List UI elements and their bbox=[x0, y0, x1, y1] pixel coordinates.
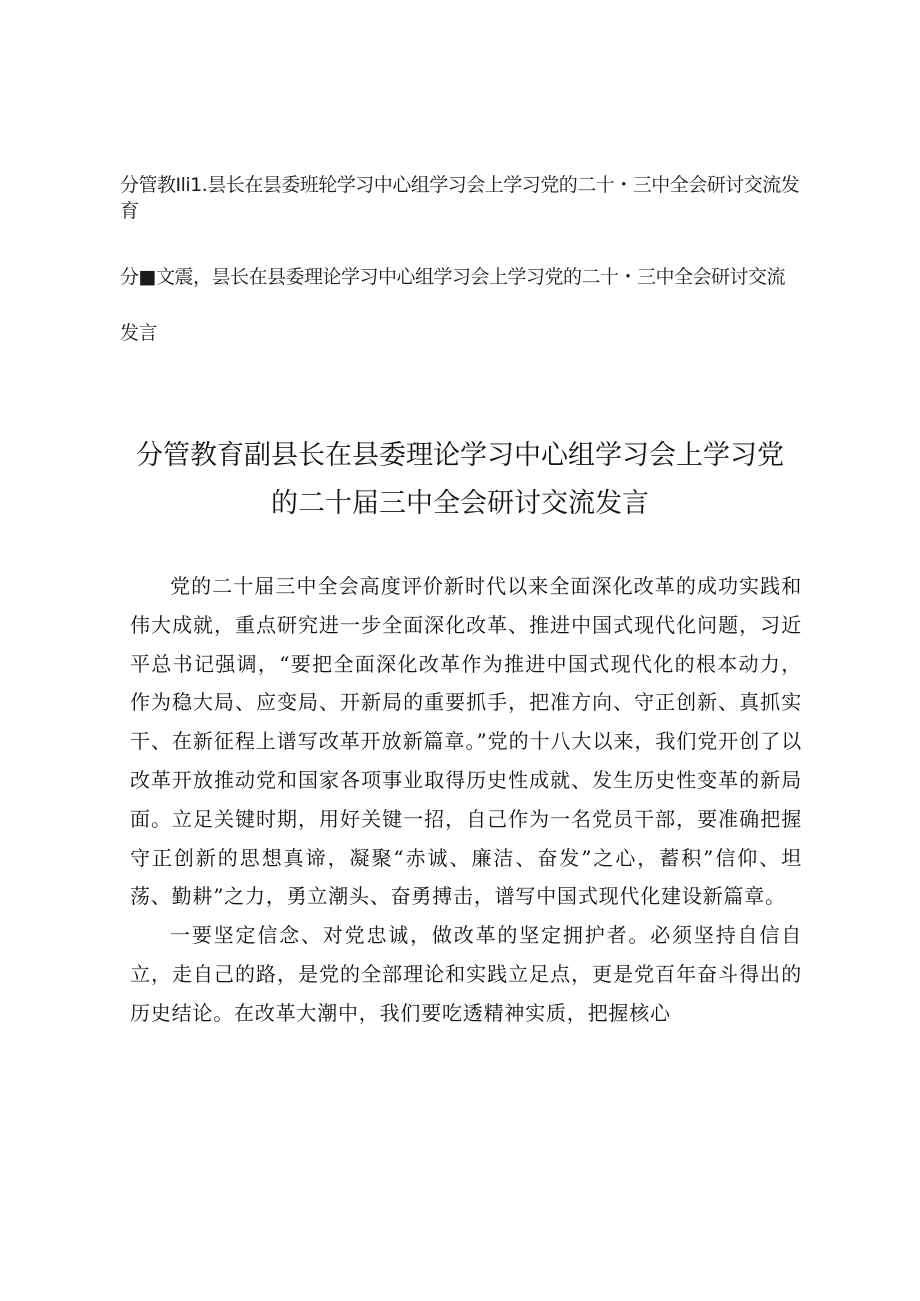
body-paragraph: 一要坚定信念、对党忠诚，做改革的坚定拥护者。必须坚持自信自立，走自己的路，是党的全部理论和实践立足点，更是党百年奋斗得出的历史结论。在改革大潮中，我们要吃透精神实质，把握核心 bbox=[130, 923, 802, 1025]
body-paragraph: 党的二十届三中全会高度评价新时代以来全面深化改革的成功实践和伟大成就，重点研究进一步全面深化改革、推进中国式现代化问题，习近平总书记强调，“要把全面深化改革作为推进中国式现代化的根本动力，作为稳大局、应变局、开新局的重要抓手，把准方向、守正创新、真抓实干、在新征程上谱写改革开放新篇章。”党的十八大以来，我们党开创了以改革开放推动党和国家各项事业取得历史性成就、发生历史性变革的新局面。立足关键时期，用好关键一招，自己作为一名党员干部，要准确把握守正创新的思想真谛，凝聚“赤诚、廉洁、奋发”之心，蓄积”信仰、坦荡、勤耕”之力，勇立潮头、奋勇搏击，谱写中国式现代化建设新篇章。 bbox=[130, 574, 802, 909]
title-line-1: 分管教育副县长在县委理论学习中心组学习会上学习党 bbox=[136, 440, 784, 471]
toc-entry-2-continuation[interactable]: 发言 bbox=[120, 322, 158, 344]
title-line-2: 的二十届三中全会研讨交流发言 bbox=[271, 488, 649, 519]
document-title bbox=[100, 432, 820, 528]
document-body bbox=[130, 567, 802, 1033]
toc-entry-2[interactable]: 分■文震，昙长在县委理论学习中心组学习会上学习党的二十・三中全会研讨交流 bbox=[120, 266, 785, 288]
toc-entry-1[interactable]: 分管教Ili1.昙长在昙委班轮学习中心组学习会上学习党的二十・三中全会研讨交流发育 bbox=[120, 174, 800, 222]
